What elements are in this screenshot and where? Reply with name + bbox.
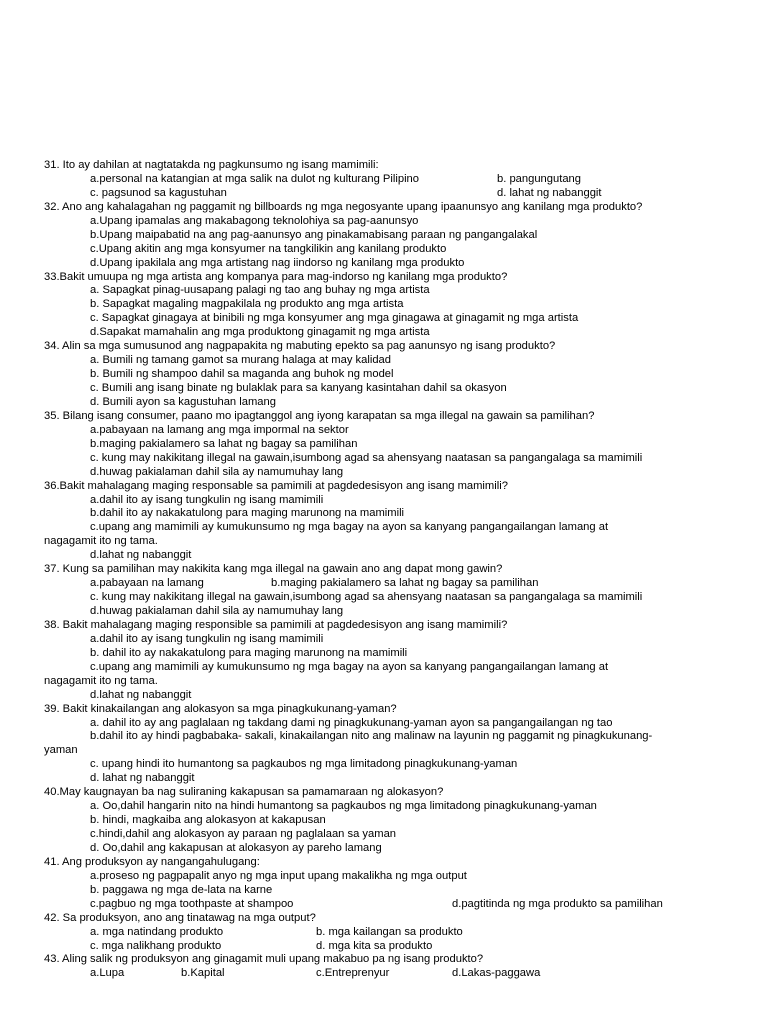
option-a: a.Lupa xyxy=(90,967,125,980)
question-33: 33.Bakit umuupa ng mga artista ang kompanya para mag-indorso ng kanilang mga produkto? xyxy=(44,270,508,283)
options-row xyxy=(0,926,768,940)
option-d: d.lahat ng nabanggit xyxy=(90,688,192,701)
option-b: b. dahil ito ay nakakatulong para maging marunong na mamimili xyxy=(90,646,408,659)
option-c: c.upang ang mamimili ay kumukunsumo ng mga bagay na ayon sa kanyang pangangailangan lamang at xyxy=(90,521,609,534)
option-b: b.dahil ito ay nakakatulong para maging marunong na mamimili xyxy=(90,507,405,520)
option-c: c. kung may nakikitang illegal na gawain,isumbong agad sa ahensyang naatasan sa pangangalaga sa mamimili xyxy=(90,591,643,604)
option-c-continued: nagagamit ito ng tama. xyxy=(44,674,158,687)
option-a: a. Oo,dahil hangarin nito na hindi humantong sa pagkaubos ng mga limitadong pinagkukunang-yaman xyxy=(90,800,597,813)
option-b: b. paggawa ng mga de-lata na karne xyxy=(90,883,273,896)
option-d: d.huwag pakialaman dahil sila ay namumuhay lang xyxy=(90,605,344,617)
option-c: c. Sapagkat ginagaya at binibili ng mga konsyumer ang mga ginagawa at ginagamit ng mga artista xyxy=(90,312,579,325)
option-c: c. kung may nakikitang illegal na gawain,isumbong agad sa ahensyang naatasan sa pangangalaga sa mamimili xyxy=(90,451,643,464)
options-row xyxy=(0,940,768,954)
option-a: a.pabayaan na lamang ang mga impormal na sektor xyxy=(90,423,349,436)
option-c: c. mga nalikhang produkto xyxy=(90,939,222,952)
question-39: 39. Bakit kinakailangan ang alokasyon sa mga pinagkukunang-yaman? xyxy=(44,702,397,715)
option-a: a.personal na katangian at mga salik na dulot ng kulturang Pilipino xyxy=(90,172,420,185)
option-d: d.huwag pakialaman dahil sila ay namumuhay lang xyxy=(90,465,344,478)
option-d: d.Lakas-paggawa xyxy=(452,967,541,980)
question-42: 42. Sa produksyon, ano ang tinatawag na mga output? xyxy=(44,911,316,924)
option-d: d.lahat ng nabanggit xyxy=(90,549,192,562)
option-c: c. upang hindi ito humantong sa pagkaubos ng mga limitadong pinagkukunang-yaman xyxy=(90,758,518,771)
option-b: b. Bumili ng shampoo dahil sa maganda ang buhok ng model xyxy=(90,368,394,381)
option-b: b.dahil ito ay hindi pagbabaka- sakali, kinakailangan nito ang malinaw na layunin ng paggamit ng pinagkukunang- xyxy=(90,730,653,743)
option-a: a. Sapagkat pinag-uusapang palagi ng tao ang buhay ng mga artista xyxy=(90,284,430,297)
option-b: b. Sapagkat magaling magpakilala ng produkto ang mga artista xyxy=(90,298,404,311)
option-a: a.Upang ipamalas ang makabagong teknolohiya sa pag-aanunsyo xyxy=(90,214,419,227)
options-row xyxy=(0,898,768,912)
option-b: b. pangungutang xyxy=(497,172,581,185)
option-d: d.Sapakat mamahalin ang mga produktong ginagamit ng mga artista xyxy=(90,326,430,339)
question-31: 31. Ito ay dahilan at nagtatakda ng pagkunsumo ng isang mamimili: xyxy=(44,159,379,171)
option-a: a.proseso ng pagpapalit anyo ng mga input upang makalikha ng mga output xyxy=(90,869,467,882)
option-a: a. dahil ito ay ang paglalaan ng takdang dami ng pinagkukunang-yaman ayon sa pangangailangan ng tao xyxy=(90,716,613,729)
question-36: 36.Bakit mahalagang maging responsable sa pamimili at pagdedesisyon ang isang mamimili? xyxy=(44,479,508,492)
option-a: a.pabayaan na lamang xyxy=(90,577,204,590)
option-a: a. Bumili ng tamang gamot sa murang halaga at may kalidad xyxy=(90,354,391,367)
option-b: b.Kapital xyxy=(181,967,225,980)
question-41: 41. Ang produksyon ay nangangahulugang: xyxy=(44,855,260,868)
question-35: 35. Bilang isang consumer, paano mo ipagtanggol ang iyong karapatan sa mga illegal na gawain sa pamilihan? xyxy=(44,409,595,422)
options-row xyxy=(0,577,768,591)
question-38: 38. Bakit mahalagang maging responsible sa pamimili at pagdedesisyon ang isang mamimili? xyxy=(44,618,508,631)
question-32: 32. Ano ang kahalagahan ng paggamit ng billboards ng mga negosyante upang ipaanunsyo ang kanilang mga produkto? xyxy=(44,200,643,213)
option-c: c.upang ang mamimili ay kumukunsumo ng mga bagay na ayon sa kanyang pangangailangan lamang at xyxy=(90,660,609,673)
option-d: d. mga kita sa produkto xyxy=(316,939,433,952)
option-d: d. lahat ng nabanggit xyxy=(90,772,195,785)
options-row xyxy=(0,173,768,187)
option-a: a.dahil ito ay isang tungkulin ng isang mamimili xyxy=(90,632,324,645)
option-d: d.pagtitinda ng mga produkto sa pamilihan xyxy=(452,897,663,910)
question-34: 34. Alin sa mga sumusunod ang nagpapakita ng mabuting epekto sa pag aanunsyo ng isang produkto? xyxy=(44,340,556,353)
options-row xyxy=(0,187,768,201)
option-c: c. Bumili ang isang binate ng bulaklak para sa kanyang kasintahan dahil sa okasyon xyxy=(90,382,507,394)
option-b: b. hindi, magkaiba ang alokasyon at kakapusan xyxy=(90,814,326,827)
option-c-continued: nagagamit ito ng tama. xyxy=(44,535,158,548)
option-d: d. Oo,dahil ang kakapusan at alokasyon ay pareho lamang xyxy=(90,841,382,854)
question-37: 37. Kung sa pamilihan may nakikita kang mga illegal na gawain ano ang dapat mong gawin? xyxy=(44,563,503,576)
options-row xyxy=(0,967,768,981)
option-b-continued: yaman xyxy=(44,744,78,757)
option-c: c.hindi,dahil ang alokasyon ay paraan ng paglalaan sa yaman xyxy=(90,828,397,840)
option-c: c.Upang akitin ang mga konsyumer na tangkilikin ang kanilang produkto xyxy=(90,242,447,255)
option-c: c. pagsunod sa kagustuhan xyxy=(90,186,227,199)
option-c: c.Entreprenyur xyxy=(316,967,390,980)
question-40: 40.May kaugnayan ba nag suliraning kakapusan sa pamamaraan ng alokasyon? xyxy=(44,786,444,799)
option-b: b.maging pakialamero sa lahat ng bagay sa pamilihan xyxy=(90,437,358,450)
option-d: d. lahat ng nabanggit xyxy=(497,186,602,199)
question-43: 43. Aling salik ng produksyon ang ginagamit muli upang makabuo pa ng isang produkto? xyxy=(44,953,484,966)
option-a: a.dahil ito ay isang tungkulin ng isang mamimili xyxy=(90,493,324,506)
option-b: b. mga kailangan sa produkto xyxy=(316,925,463,938)
option-c: c.pagbuo ng mga toothpaste at shampoo xyxy=(90,897,294,910)
option-b: b.Upang maipabatid na ang pag-aanunsyo ang pinakamabisang paraan ng pangangalakal xyxy=(90,228,538,241)
quiz-document xyxy=(0,159,768,981)
option-b: b.maging pakialamero sa lahat ng bagay sa pamilihan xyxy=(271,577,539,590)
option-d: d.Upang ipakilala ang mga artistang nag iindorso ng kanilang mga produkto xyxy=(90,256,465,269)
option-a: a. mga natindang produkto xyxy=(90,925,224,938)
option-d: d. Bumili ayon sa kagustuhan lamang xyxy=(90,395,276,408)
